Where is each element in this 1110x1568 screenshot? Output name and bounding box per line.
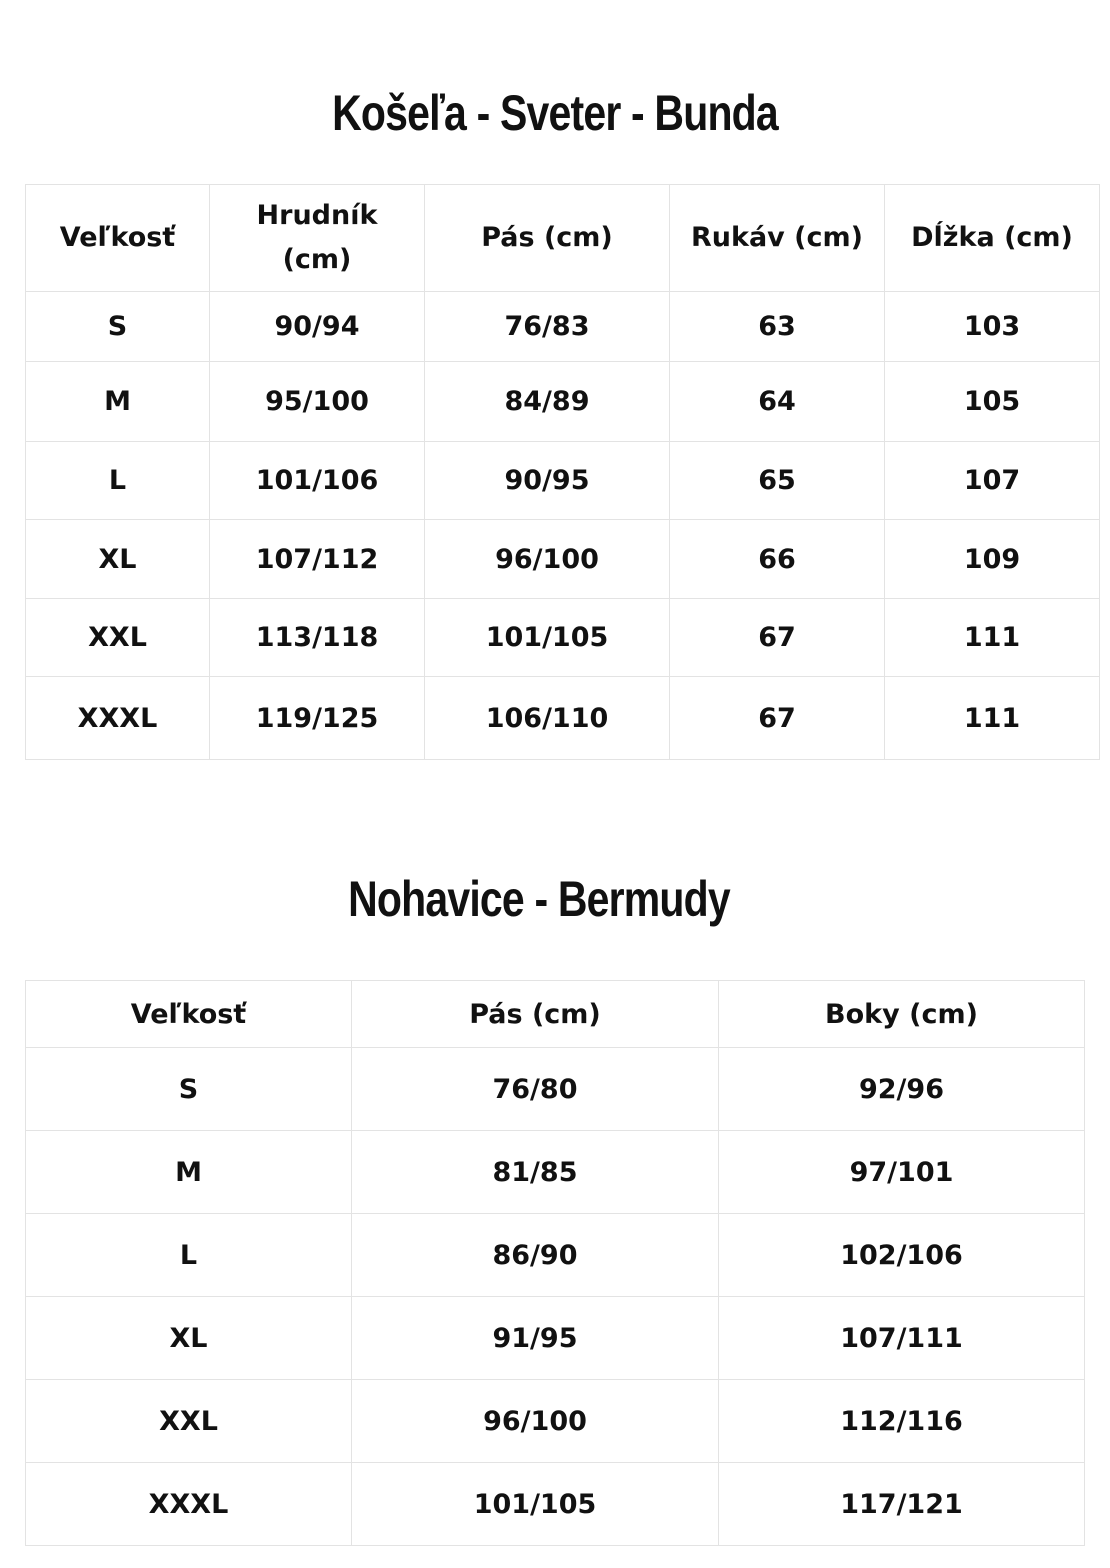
table-header-row [26, 185, 1100, 292]
sleeve-cell: 65 [670, 442, 885, 520]
hips-cell: 107/111 [719, 1297, 1085, 1380]
chest-cell: 95/100 [210, 362, 425, 442]
length-cell: 103 [885, 292, 1100, 362]
trousers-size-table [25, 980, 1085, 1546]
size-cell: XXL [26, 599, 210, 677]
shirt-size-table [25, 184, 1100, 760]
chest-cell: 107/112 [210, 520, 425, 599]
column-header-hips: Boky (cm) [719, 981, 1085, 1048]
size-cell: XXXL [26, 1463, 352, 1546]
length-cell: 111 [885, 677, 1100, 760]
table-row [26, 520, 1100, 599]
chest-cell: 119/125 [210, 677, 425, 760]
waist-cell: 91/95 [352, 1297, 719, 1380]
size-cell: L [26, 442, 210, 520]
table-row [26, 362, 1100, 442]
waist-cell: 101/105 [425, 599, 670, 677]
size-cell: XXL [26, 1380, 352, 1463]
table-row [26, 1380, 1085, 1463]
sleeve-cell: 66 [670, 520, 885, 599]
table-row [26, 1297, 1085, 1380]
length-cell: 105 [885, 362, 1100, 442]
length-cell: 111 [885, 599, 1100, 677]
table-row [26, 292, 1100, 362]
hips-cell: 97/101 [719, 1131, 1085, 1214]
column-header-waist: Pás (cm) [352, 981, 719, 1048]
hips-cell: 102/106 [719, 1214, 1085, 1297]
size-cell: M [26, 362, 210, 442]
sleeve-cell: 67 [670, 599, 885, 677]
size-cell: M [26, 1131, 352, 1214]
size-cell: XL [26, 520, 210, 599]
trousers-bermudas-title: Nohavice - Bermudy [348, 871, 730, 927]
chest-cell: 113/118 [210, 599, 425, 677]
column-header-sleeve: Rukáv (cm) [670, 185, 885, 292]
waist-cell: 84/89 [425, 362, 670, 442]
waist-cell: 96/100 [352, 1380, 719, 1463]
sleeve-cell: 64 [670, 362, 885, 442]
waist-cell: 106/110 [425, 677, 670, 760]
chest-cell: 90/94 [210, 292, 425, 362]
waist-cell: 76/83 [425, 292, 670, 362]
shirt-sweater-jacket-title: Košeľa - Sveter - Bunda [332, 85, 778, 141]
table-row [26, 599, 1100, 677]
length-cell: 107 [885, 442, 1100, 520]
column-header-length: Dĺžka (cm) [885, 185, 1100, 292]
chest-cell: 101/106 [210, 442, 425, 520]
waist-cell: 76/80 [352, 1048, 719, 1131]
waist-cell: 81/85 [352, 1131, 719, 1214]
size-cell: S [26, 292, 210, 362]
hips-cell: 117/121 [719, 1463, 1085, 1546]
column-header-waist: Pás (cm) [425, 185, 670, 292]
hips-cell: 112/116 [719, 1380, 1085, 1463]
size-cell: XL [26, 1297, 352, 1380]
column-header-size: Veľkosť [26, 185, 210, 292]
table-row [26, 442, 1100, 520]
sleeve-cell: 63 [670, 292, 885, 362]
length-cell: 109 [885, 520, 1100, 599]
table-row [26, 1131, 1085, 1214]
column-header-size: Veľkosť [26, 981, 352, 1048]
hips-cell: 92/96 [719, 1048, 1085, 1131]
column-header-chest: Hrudník (cm) [210, 185, 425, 292]
waist-cell: 90/95 [425, 442, 670, 520]
table-header-row [26, 981, 1085, 1048]
waist-cell: 101/105 [352, 1463, 719, 1546]
sleeve-cell: 67 [670, 677, 885, 760]
size-cell: L [26, 1214, 352, 1297]
table-row [26, 1048, 1085, 1131]
size-cell: XXXL [26, 677, 210, 760]
waist-cell: 86/90 [352, 1214, 719, 1297]
size-cell: S [26, 1048, 352, 1131]
table-row [26, 677, 1100, 760]
waist-cell: 96/100 [425, 520, 670, 599]
table-row [26, 1214, 1085, 1297]
table-row [26, 1463, 1085, 1546]
